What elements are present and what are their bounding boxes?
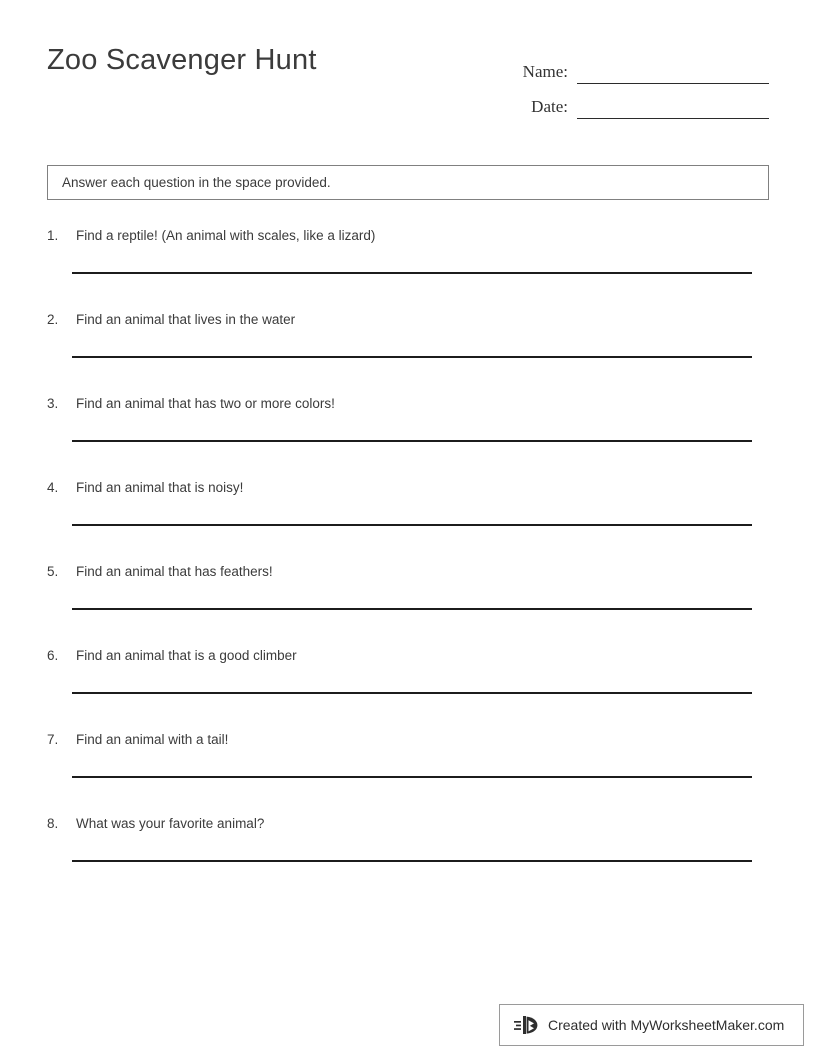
question-item <box>47 732 769 816</box>
question-number: 4. <box>47 480 59 495</box>
question-head <box>47 732 769 747</box>
question-text: Find an animal that is noisy! <box>76 480 244 495</box>
worksheet-header <box>47 44 769 124</box>
date-input-line[interactable] <box>577 98 769 119</box>
answer-line[interactable] <box>72 356 752 358</box>
question-number: 3. <box>47 396 59 411</box>
question-number: 7. <box>47 732 59 747</box>
page-title: Zoo Scavenger Hunt <box>47 44 317 76</box>
name-input-line[interactable] <box>577 63 769 84</box>
question-item <box>47 228 769 312</box>
question-text: Find an animal that lives in the water <box>76 312 296 327</box>
question-text: Find an animal with a tail! <box>76 732 229 747</box>
question-item <box>47 816 769 900</box>
answer-line[interactable] <box>72 608 752 610</box>
question-item <box>47 564 769 648</box>
question-number: 1. <box>47 228 59 243</box>
attribution-badge[interactable] <box>499 1004 804 1046</box>
answer-line[interactable] <box>72 524 752 526</box>
student-info-fields <box>477 49 769 119</box>
date-field-row <box>477 84 769 119</box>
answer-line[interactable] <box>72 860 752 862</box>
question-head <box>47 312 769 327</box>
question-head <box>47 564 769 579</box>
question-text: Find an animal that has two or more colors! <box>76 396 335 411</box>
question-number: 8. <box>47 816 59 831</box>
name-label: Name: <box>522 62 568 81</box>
question-head <box>47 396 769 411</box>
question-item <box>47 648 769 732</box>
attribution-text: Created with MyWorksheetMaker.com <box>548 1017 785 1033</box>
instruction-box <box>47 165 769 200</box>
question-item <box>47 312 769 396</box>
answer-line[interactable] <box>72 272 752 274</box>
question-head <box>47 648 769 663</box>
answer-line[interactable] <box>72 440 752 442</box>
worksheet-maker-logo-icon <box>513 1012 543 1038</box>
question-item <box>47 480 769 564</box>
question-number: 6. <box>47 648 59 663</box>
question-text: Find a reptile! (An animal with scales, like a lizard) <box>76 228 376 243</box>
instruction-text: Answer each question in the space provided. <box>62 175 331 190</box>
question-number: 5. <box>47 564 59 579</box>
answer-line[interactable] <box>72 776 752 778</box>
question-text: What was your favorite animal? <box>76 816 265 831</box>
question-number: 2. <box>47 312 59 327</box>
question-text: Find an animal that is a good climber <box>76 648 297 663</box>
question-list <box>47 228 769 900</box>
date-label: Date: <box>531 97 568 116</box>
question-head <box>47 816 769 831</box>
question-head <box>47 228 769 243</box>
question-head <box>47 480 769 495</box>
question-item <box>47 396 769 480</box>
question-text: Find an animal that has feathers! <box>76 564 273 579</box>
answer-line[interactable] <box>72 692 752 694</box>
name-field-row <box>477 49 769 84</box>
